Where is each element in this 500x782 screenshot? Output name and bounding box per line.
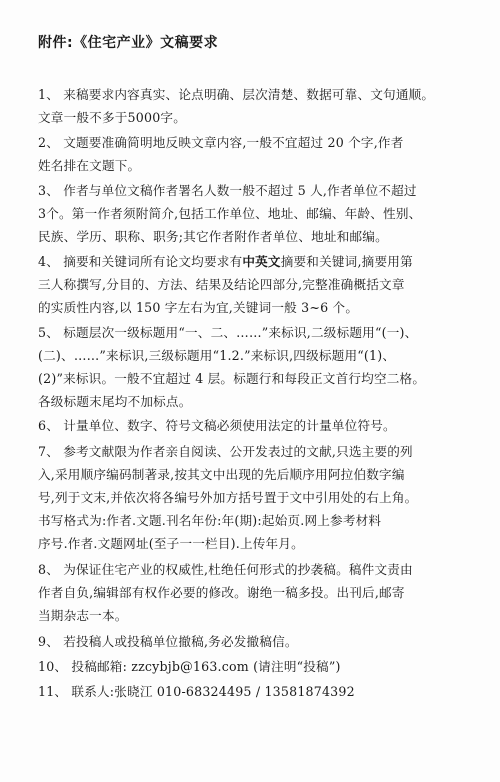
contact-person-line: 11、 联系人:张晓江 010-68324495 / 13581874392	[38, 684, 355, 699]
text-line: 书写格式为:作者.文题.刊名年份:年(期):起始页.网上参考材料	[38, 513, 382, 528]
text-line: 7、 参考文献限为作者亲自阅读、公开发表过的文献,只选主要的列	[38, 444, 413, 459]
text-line: 当期杂志一本。	[38, 608, 128, 623]
text-line-with-bold	[38, 254, 413, 270]
bold-keyword: 中英文	[242, 254, 281, 269]
text-line-part: 4、 摘要和关键词所有论文均要求有	[38, 254, 243, 269]
text-line: 的实质性内容,以 150 字左右为宜,关键词一般 3~6 个。	[38, 300, 359, 315]
text-line: 8、 为保证住宅产业的权威性,杜绝任何形式的抄袭稿。稿件文责由	[38, 562, 413, 577]
text-line: 各级标题末尾均不加标点。	[38, 394, 192, 409]
text-line: 号,列于文末,并依次将各编号外加方括号置于文中引用处的右上角。	[38, 490, 418, 505]
text-line: 作者自负,编辑部有权作必要的修改。谢绝一稿多投。出刊后,邮寄	[38, 585, 405, 600]
text-line-part: 摘要和关键词,摘要用第	[280, 254, 413, 269]
text-line: 民族、学历、职称、职务;其它作者附作者单位、地址和邮编。	[38, 229, 388, 244]
text-line: 序号.作者.文题网址(至子一一栏目).上传年月。	[38, 536, 304, 551]
text-line: (二)、……”来标识,三级标题用“1.2.”来标识,四级标题用“(1)、	[38, 348, 396, 363]
text-line: 3、 作者与单位文稿作者署名人数一般不超过 5 人,作者单位不超过	[38, 183, 417, 198]
document-title: 附件:《住宅产业》文稿要求	[38, 35, 219, 51]
text-line: 6、 计量单位、数字、符号文稿必须使用法定的计量单位符号。	[38, 418, 396, 433]
contact-email-line: 10、 投稿邮箱: zzcybjb@163.com (请注明“投稿”)	[38, 659, 341, 674]
text-line: 入,采用顺序编码制著录,按其文中出现的先后顺序用阿拉伯数字编	[38, 467, 405, 482]
text-line: (2)”来标识。一般不宜超过 4 层。标题行和每段正文首行均空二格。	[38, 371, 426, 386]
text-line: 5、 标题层次一级标题用“一、二、……”来标识,二级标题用“(一)、	[38, 325, 418, 340]
text-line: 姓名排在文题下。	[38, 158, 141, 173]
text-line: 9、 若投稿人或投稿单位撤稿,务必发撤稿信。	[38, 634, 298, 649]
text-line: 1、 来稿要求内容真实、论点明确、层次清楚、数据可靠、文句通顺。	[38, 87, 435, 102]
text-line: 3个。第一作者须附简介,包括工作单位、地址、邮编、年龄、性别、	[38, 206, 422, 221]
text-line: 三人称撰写,分目的、方法、结果及结论四部分,完整准确概括文章	[38, 277, 405, 292]
text-line: 2、 文题要准确简明地反映文章内容,一般不宜超过 20 个字,作者	[38, 135, 404, 150]
text-line: 文章一般不多于5000字。	[38, 110, 186, 125]
